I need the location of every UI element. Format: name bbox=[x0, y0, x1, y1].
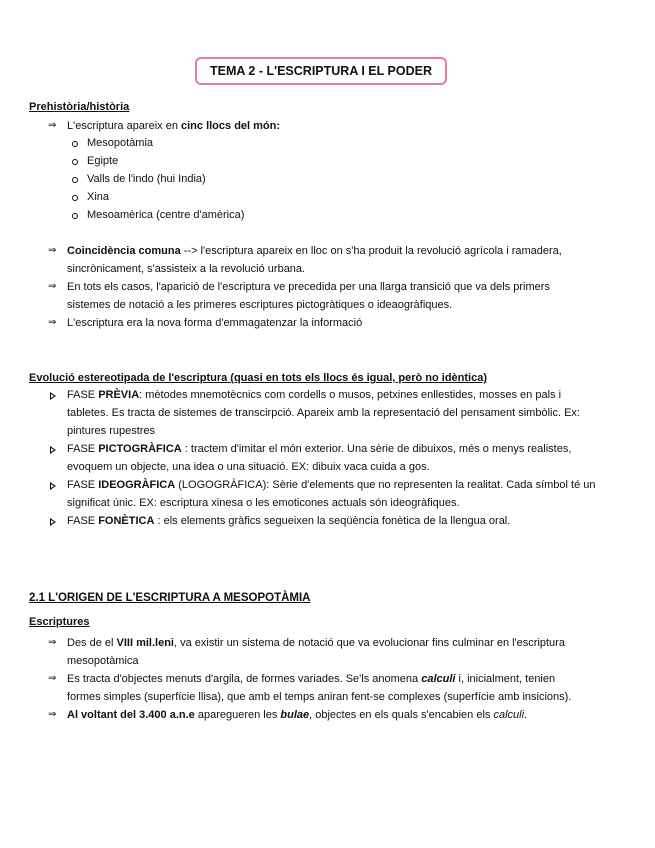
arrowhead-bullet-icon bbox=[50, 446, 56, 454]
arrow-bullet-icon: ⇒ bbox=[48, 709, 57, 720]
arrowhead-bullet-icon bbox=[50, 518, 56, 526]
heading-origen-mesopotamia: 2.1 L'ORIGEN DE L'ESCRIPTURA A MESOPOTÀMIA bbox=[29, 592, 311, 604]
place-item: Mesoamèrica (centre d'amèrica) bbox=[87, 209, 245, 221]
circle-bullet-icon bbox=[72, 177, 78, 183]
circle-bullet-icon bbox=[72, 213, 78, 219]
paragraph-bulae: Al voltant del 3.400 a.n.e aparegueren les bulae, objectes en els quals s'encabien els calculi. bbox=[67, 709, 528, 721]
phase-ideografica: FASE IDEOGRÀFICA (LOGOGRÀFICA): Sèrie d'elements que no representen la realitat. Cada símbol té un bbox=[67, 479, 596, 491]
phase-ideografica-cont: significat únic. EX: escriptura xinesa o les emoticones actuals són ideogràfiques. bbox=[67, 497, 460, 509]
phase-previa: FASE PRÈVIA: mètodes mnemotècnics com cordells o musos, petxines enllestides, mosses en pals i bbox=[67, 389, 562, 401]
arrow-bullet-icon: ⇒ bbox=[48, 317, 57, 328]
phase-previa-cont: tabletes. Es tracta de sistemes de transcirpció. Apareix amb la representació del pensament simbòlic. Ex: bbox=[67, 407, 580, 419]
circle-bullet-icon bbox=[72, 159, 78, 165]
arrowhead-bullet-icon bbox=[50, 482, 56, 490]
intro-line: L'escriptura apareix en cinc llocs del món: bbox=[67, 120, 281, 132]
subheading-escriptures: Escriptures bbox=[29, 616, 90, 628]
circle-bullet-icon bbox=[72, 195, 78, 201]
place-item: Mesopotàmia bbox=[87, 137, 154, 149]
arrow-bullet-icon: ⇒ bbox=[48, 673, 57, 684]
phase-pictografica: FASE PICTOGRÀFICA : tractem d'imitar el món exterior. Una sèrie de dibuixos, més o menys realistes, bbox=[67, 443, 572, 455]
arrowhead-bullet-icon bbox=[50, 392, 56, 400]
arrow-bullet-icon: ⇒ bbox=[48, 245, 57, 256]
paragraph-transicio: En tots els casos, l'aparició de l'escriptura ve precedida per una llarga transició que va dels primers bbox=[67, 281, 550, 293]
heading-evolucio: Evolució estereotipada de l'escriptura (quasi en tots els llocs és igual, però no idèntica) bbox=[29, 372, 488, 384]
paragraph-notacio-cont: mesopotàmica bbox=[67, 655, 139, 667]
paragraph-calculi: Es tracta d'objectes menuts d'argila, de formes variades. Se'ls anomena calculi i, inicialment, tenien bbox=[67, 673, 556, 685]
place-item: Valls de l'indo (hui India) bbox=[87, 173, 206, 185]
phase-previa-cont2: pintures rupestres bbox=[67, 425, 156, 437]
paragraph-informacio: L'escriptura era la nova forma d'emmagatenzar la informació bbox=[67, 317, 363, 329]
place-item: Xina bbox=[87, 191, 110, 203]
page-title: TEMA 2 - L'ESCRIPTURA I EL PODER bbox=[195, 57, 447, 85]
paragraph-coincidencia: Coincidència comuna --> l'escriptura apareix en lloc on s'ha produit la revolució agrícola i ramadera, bbox=[67, 245, 562, 257]
arrow-bullet-icon: ⇒ bbox=[48, 637, 57, 648]
paragraph-coincidencia-cont: sincrònicament, s'assisteix a la revolució urbana. bbox=[67, 263, 306, 275]
paragraph-notacio: Des de el VIII mil.leni, va existir un sistema de notació que va evolucionar fins culminar en l'escriptura bbox=[67, 637, 565, 649]
heading-prehistoria: Prehistòria/història bbox=[29, 101, 130, 113]
phase-fonetica: FASE FONÈTICA : els elements gràfics segueixen la seqüència fonètica de la llengua oral. bbox=[67, 515, 511, 527]
circle-bullet-icon bbox=[72, 141, 78, 147]
paragraph-transicio-cont: sistemes de notació a les primeres escriptures pictogràtiques o ideaogràfiques. bbox=[67, 299, 453, 311]
arrow-bullet-icon: ⇒ bbox=[48, 281, 57, 292]
phase-pictografica-cont: evoquem un objecte, una idea o una situació. EX: dibuix vaca cuida a gos. bbox=[67, 461, 430, 473]
paragraph-calculi-cont: formes simples (superfície llisa), que amb el temps aniran fent-se complexes (superfície amb insicions). bbox=[67, 691, 572, 703]
place-item: Egipte bbox=[87, 155, 119, 167]
arrow-bullet-icon: ⇒ bbox=[48, 120, 57, 131]
